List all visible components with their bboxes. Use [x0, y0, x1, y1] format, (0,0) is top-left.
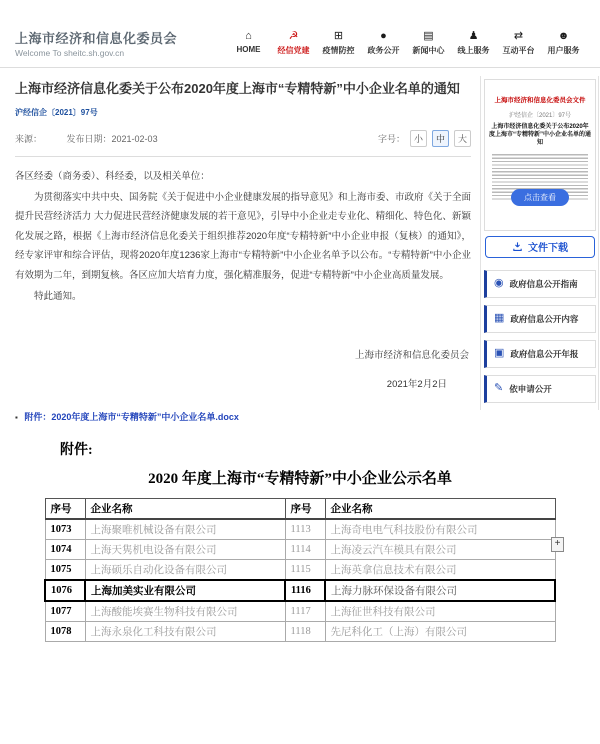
company-table [44, 498, 556, 642]
table-title: 2020 年度上海市“专精特新”中小企业公示名单 [148, 470, 452, 487]
column-header: 序号 [285, 498, 325, 519]
font-size-control [378, 130, 471, 147]
nav-item-user-service[interactable] [541, 30, 586, 56]
company-cell: 上海力脉环保设备有限公司 [325, 580, 555, 601]
nav-item-home[interactable] [226, 30, 271, 56]
site-name: 上海市经济和信息化委员会 [15, 31, 178, 46]
font-size-medium-button[interactable]: 中 [432, 130, 449, 147]
main-area [0, 68, 600, 423]
file-preview-card[interactable] [484, 79, 596, 231]
document-number: 沪经信企〔2021〕97号 [15, 107, 98, 117]
paragraph: 各区经委（商务委）、科经委，以及相关单位： [15, 170, 210, 182]
paragraph: 为贯彻落实中共中央、国务院《关于促进中小企业健康发展的指导意见》和上海市委、市政府《关于全面提升民营经济活力 大力促进民营经济健康发展的若干意见》，引导中小企业走专业化、精细化、特色化、新颖化发展之路，根据《上海市经济信息化委关于组织推荐2020年度“专精特新”中小企业申报（复核）的通知》，经专家评审和综合评估，现将2020年度1236家上海市“专精特新”中小企业名单予以公布。“专精特新”中小企业有效期为二年，到期复核。各区应加大培育力度，强化精准服务，促进“专精特新”中小企业高质量发展。 [15, 192, 472, 281]
serial-cell: 1117 [285, 601, 325, 622]
serial-cell: 1113 [285, 519, 325, 540]
nav-item-interaction[interactable] [496, 30, 541, 56]
signature-block [15, 347, 471, 390]
nav-label: 互动平台 [502, 46, 535, 55]
exchange-arrows-icon: ⇄ [513, 30, 524, 42]
download-label: 文件下载 [528, 243, 568, 255]
catalog-grid-icon: ▦ [494, 312, 505, 325]
publish-date: 发布日期：2021-02-03 [66, 133, 158, 144]
source-label: 来源： [15, 133, 43, 144]
nav-item-epidemic[interactable] [316, 30, 361, 56]
font-size-small-button[interactable]: 小 [410, 130, 427, 147]
user-icon: ☻ [557, 30, 570, 42]
serial-cell: 1074 [45, 539, 85, 559]
main-nav [226, 30, 586, 56]
article-meta [15, 130, 471, 157]
serial-cell: 1075 [45, 559, 85, 580]
mini-doc-number: 沪经信企〔2021〕97号 [508, 113, 572, 120]
site-subtitle: Welcome To sheitc.sh.gov.cn [15, 48, 125, 58]
serial-cell: 1116 [285, 580, 325, 601]
home-icon: ⌂ [245, 30, 252, 42]
mini-doc-title: 上海市经济和信息化委员会文件 [494, 97, 586, 104]
nav-item-disclosure[interactable] [361, 30, 406, 56]
table-row [45, 601, 555, 622]
nav-label: 经信党建 [277, 46, 310, 55]
table-row [45, 539, 555, 559]
company-cell: 上海硕乐自动化设备有限公司 [85, 559, 285, 580]
nav-label: 政务公开 [367, 46, 400, 55]
expand-plus-button[interactable]: + [551, 537, 564, 552]
serial-cell: 1078 [45, 621, 85, 641]
sidebar-item-label: 政府信息公开年报 [510, 348, 579, 359]
company-cell: 上海天隽机电设备有限公司 [85, 539, 285, 559]
serial-cell: 1077 [45, 601, 85, 622]
attachment-heading: 附件: [60, 442, 93, 458]
view-document-button[interactable]: 点击查看 [511, 189, 569, 206]
top-bar [0, 0, 600, 68]
article [15, 76, 471, 423]
serial-cell: 1118 [285, 621, 325, 641]
column-header: 企业名称 [325, 498, 555, 519]
table-row [45, 559, 555, 580]
sidebar-item-annual-report[interactable] [484, 340, 596, 368]
company-cell: 上海加美实业有限公司 [85, 580, 285, 601]
nav-label: HOME [236, 45, 261, 54]
company-cell: 上海永泉化工科技有限公司 [85, 621, 285, 641]
company-cell: 上海英拿信息技术有限公司 [325, 559, 555, 580]
nav-label: 新闻中心 [412, 46, 445, 55]
company-cell: 上海征世科技有限公司 [325, 601, 555, 622]
nav-label: 用户服务 [547, 46, 580, 55]
person-icon: ♟ [468, 30, 479, 42]
attachment-link[interactable]: 附件：2020年度上海市“专精特新”中小企业名单.docx [24, 411, 239, 422]
pen-document-icon: ✎ [494, 382, 504, 395]
file-download-button[interactable] [485, 236, 595, 258]
sidebar [480, 76, 599, 410]
signature-date: 2021年2月2日 [386, 378, 447, 390]
sidebar-item-apply-disclosure[interactable] [484, 375, 596, 403]
article-body [15, 167, 471, 307]
company-cell: 上海聚唯机械设备有限公司 [85, 519, 285, 540]
serial-cell: 1115 [285, 559, 325, 580]
font-size-label: 字号： [377, 133, 405, 144]
font-size-large-button[interactable]: 大 [454, 130, 471, 147]
sidebar-item-disclosure-guide[interactable] [484, 270, 596, 298]
column-header: 企业名称 [85, 498, 285, 519]
download-icon [512, 241, 523, 252]
attachment-line [15, 410, 471, 423]
sidebar-item-disclosure-content[interactable] [484, 305, 596, 333]
nav-label: 线上服务 [457, 46, 490, 55]
party-emblem-icon: ☭ [288, 30, 299, 42]
nav-label: 疫情防控 [322, 46, 355, 55]
nav-item-party[interactable] [271, 30, 316, 56]
compass-icon: ◉ [494, 277, 504, 290]
speech-bubble-icon: ● [380, 30, 387, 42]
sidebar-item-label: 政府信息公开指南 [509, 278, 578, 289]
table-row [45, 621, 555, 641]
bullet-icon: ▪ [15, 412, 18, 422]
column-header: 序号 [45, 498, 85, 519]
nav-item-online-service[interactable] [451, 30, 496, 56]
page-title: 上海市经济信息化委关于公布2020年度上海市“专精特新”中小企业名单的通知 [15, 81, 460, 96]
company-cell: 上海奇电电气科技股份有限公司 [325, 519, 555, 540]
company-cell: 上海凌云汽车模具有限公司 [325, 539, 555, 559]
sidebar-item-label: 依申请公开 [509, 383, 552, 394]
mini-doc-heading: 上海市经济信息化委关于公布2020年度上海市“专精特新”中小企业名单的通知 [489, 124, 592, 146]
printer-icon: ▣ [494, 347, 505, 360]
serial-cell: 1076 [45, 580, 85, 601]
site-logo[interactable] [15, 28, 177, 58]
signature-org: 上海市经济和信息化委员会 [354, 349, 469, 361]
table-header-row [45, 498, 555, 519]
medkit-icon: ⊞ [333, 30, 344, 42]
meta-left [15, 132, 180, 145]
table-row [45, 519, 555, 540]
table-row-highlighted[interactable] [45, 580, 555, 601]
sidebar-item-label: 政府信息公开内容 [510, 313, 579, 324]
docx-preview [0, 439, 600, 642]
company-cell: 先尼科化工（上海）有限公司 [325, 621, 555, 641]
serial-cell: 1114 [285, 539, 325, 559]
newspaper-icon: ▤ [423, 30, 434, 42]
serial-cell: 1073 [45, 519, 85, 540]
company-cell: 上海酸能埃赛生物科技有限公司 [85, 601, 285, 622]
paragraph: 特此通知。 [34, 291, 82, 303]
nav-item-news[interactable] [406, 30, 451, 56]
